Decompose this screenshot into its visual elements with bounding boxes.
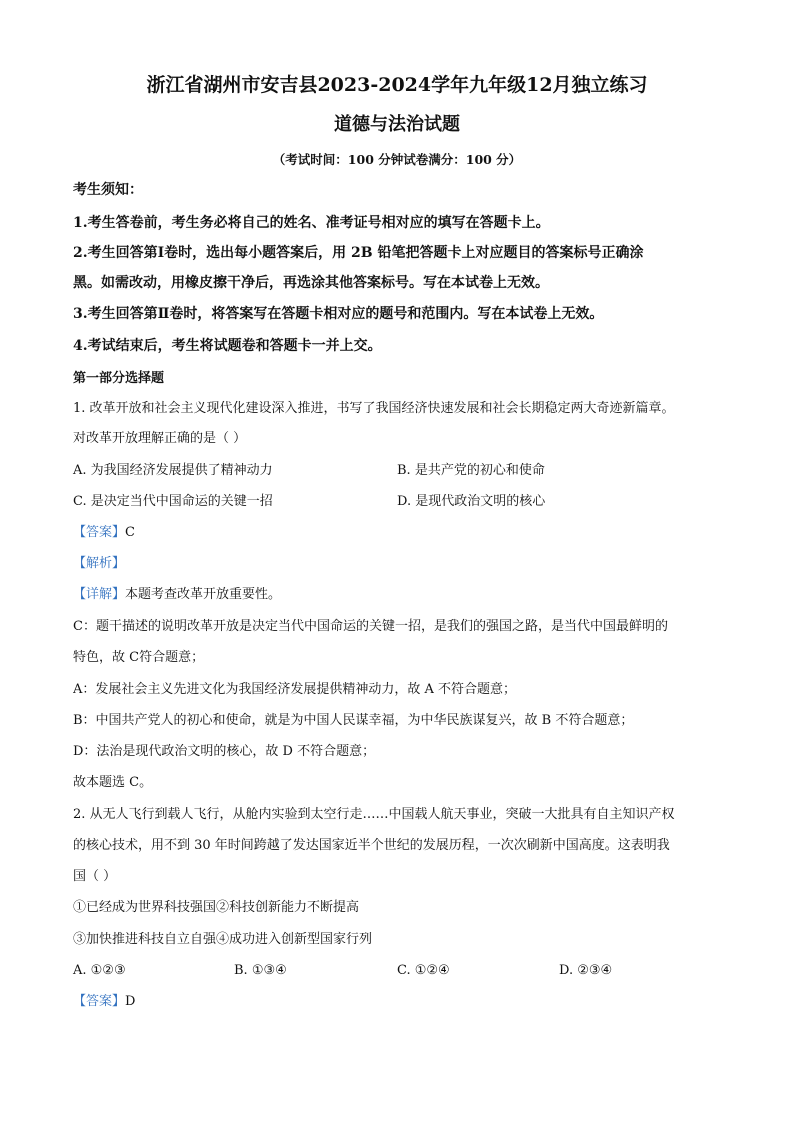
q1-detail-tag: 【详解】 <box>73 587 126 602</box>
q2-option-b: B. ①③④ <box>234 963 287 978</box>
q2-answer <box>73 992 733 1012</box>
notice-rule-2-line-1: 2.考生回答第Ⅰ卷时，选出每小题答案后，用 2B 铅笔把答题卡上对应题目的答案标号正确涂 <box>73 245 644 261</box>
q1-stem-line-1: 1. 改革开放和社会主义现代化建设深入推进，书写了我国经济快速发展和社会长期稳定两大奇迹新篇章。 <box>73 401 675 416</box>
notice-rule-2-line-2: 黑。如需改动，用橡皮擦干净后，再选涂其他答案标号。写在本试卷上无效。 <box>73 275 549 291</box>
exam-title: 浙江省湖州市安吉县2023-2024学年九年级12月独立练习 <box>146 74 648 96</box>
exam-info: （考试时间：100 分钟试卷满分：100 分） <box>272 152 522 167</box>
q2-statement-1: ①已经成为世界科技强国②科技创新能力不断提高 <box>73 900 360 915</box>
q1-analysis-tag: 【解析】 <box>73 556 126 571</box>
q2-stem-line-1: 2. 从无人飞行到载人飞行，从舱内实验到太空行走……中国载人航天事业，突破一大批具有自主知识产权 <box>73 807 675 822</box>
q1-stem-line-2: 对改革开放理解正确的是（ ） <box>73 431 247 446</box>
q1-exp-b: B：中国共产党人的初心和使命，就是为中国人民谋幸福，为中华民族谋复兴，故 B 不符合题意； <box>73 713 634 728</box>
q1-option-d: D. 是现代政治文明的核心 <box>397 494 546 509</box>
q1-detail-text: 本题考查改革开放重要性。 <box>125 587 282 602</box>
q2-option-d: D. ②③④ <box>559 963 613 978</box>
q1-option-c: C. 是决定当代中国命运的关键一招 <box>73 494 273 509</box>
notice-heading: 考生须知： <box>73 182 143 198</box>
q2-stem-line-2: 的核心技术，用不到 30 年时间跨越了发达国家近半个世纪的发展历程，一次次刷新中国高度。这表明我 <box>73 838 670 853</box>
q1-answer <box>73 523 733 543</box>
notice-rule-4: 4.考试结束后，考生将试题卷和答题卡一并上交。 <box>73 338 382 354</box>
q1-answer-tag: 【答案】 <box>73 525 126 540</box>
q1-analysis <box>73 554 733 574</box>
notice-rule-3: 3.考生回答第Ⅱ卷时，将答案写在答题卡相对应的题号和范围内。写在本试卷上无效。 <box>73 306 604 322</box>
exam-subtitle: 道德与法治试题 <box>334 114 460 135</box>
q1-option-b: B. 是共产党的初心和使命 <box>397 463 545 478</box>
notice-rule-1: 1.考生答卷前，考生务必将自己的姓名、准考证号相对应的填写在答题卡上。 <box>73 215 550 231</box>
q1-option-a: A. 为我国经济发展提供了精神动力 <box>73 463 273 478</box>
q1-exp-c-line-2: 特色，故 C符合题意； <box>73 650 205 665</box>
q1-exp-a: A：发展社会主义先进文化为我国经济发展提供精神动力，故 A 不符合题意； <box>73 682 517 697</box>
q2-option-a: A. ①②③ <box>73 963 126 978</box>
q2-statement-2: ③加快推进科技自立自强④成功进入创新型国家行列 <box>73 932 373 947</box>
q2-option-c: C. ①②④ <box>397 963 450 978</box>
q2-answer-value: D <box>125 994 136 1009</box>
q2-answer-tag: 【答案】 <box>73 994 126 1009</box>
q2-stem-line-3: 国（ ） <box>73 869 117 884</box>
q1-exp-c-line-1: C：题干描述的说明改革开放是决定当代中国命运的关键一招，是我们的强国之路，是当代中国最鲜明的 <box>73 619 668 634</box>
q1-detail <box>73 585 733 605</box>
q1-answer-value: C <box>125 525 135 540</box>
q1-exp-d: D：法治是现代政治文明的核心，故 D 不符合题意； <box>73 744 376 759</box>
section-1-heading: 第一部分选择题 <box>73 371 165 386</box>
q1-conclusion: 故本题选 C。 <box>73 775 153 790</box>
